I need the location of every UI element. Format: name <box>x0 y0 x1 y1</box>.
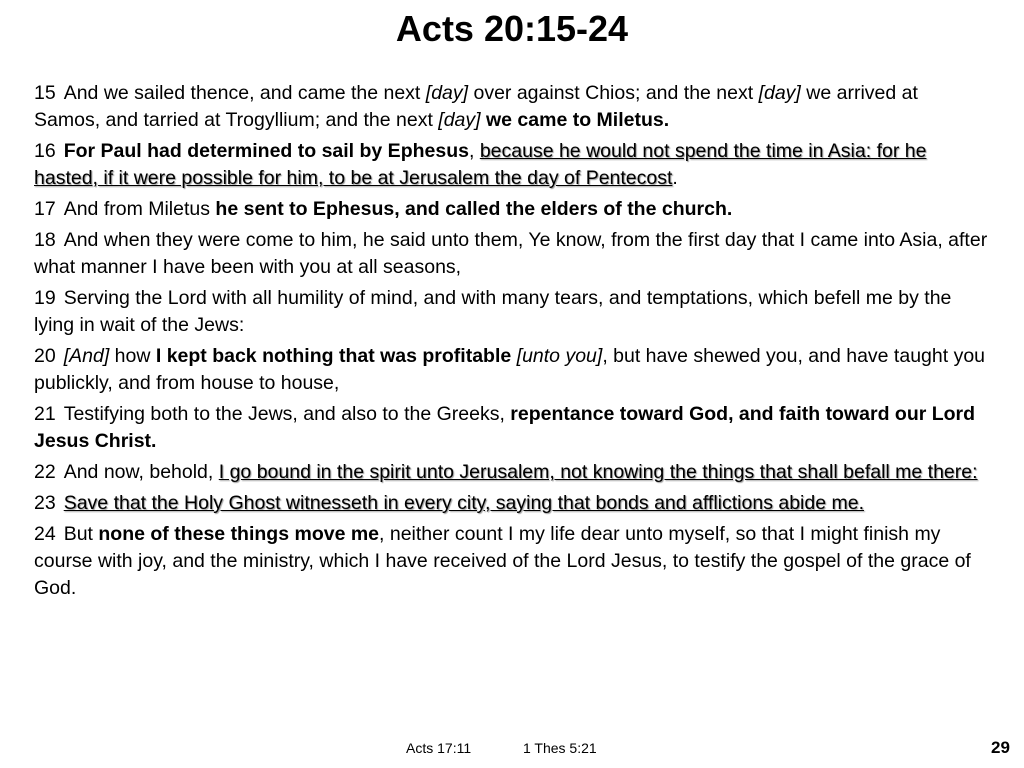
footer-reference-thes: 1 Thes 5:21 <box>523 740 597 756</box>
verse-number: 22 <box>34 461 56 483</box>
verse-text-normal: we arrived at Samos, and tarried at Trogyllium; and the next <box>34 82 918 131</box>
verse-16 <box>34 138 989 192</box>
verse-text-bold: repentance toward God, and faith toward our Lord Jesus Christ. <box>34 403 976 452</box>
verse-text-bold: he sent to Ephesus, and called the elders of the church. <box>215 198 733 220</box>
footer-reference-acts: Acts 17:11 <box>406 740 472 756</box>
verse-text-bold: we came to Miletus. <box>486 109 670 131</box>
verse-text-normal: And now, behold, <box>63 461 219 483</box>
verse-text-normal: , <box>468 140 480 162</box>
page-number: 29 <box>991 738 1010 757</box>
verse-number: 20 <box>34 345 56 367</box>
verse-number: 21 <box>34 403 56 425</box>
verse-text-italic: [day] <box>438 109 481 131</box>
verse-text-normal: over against Chios; and the next <box>468 82 759 104</box>
verse-text-italic: [day] <box>425 82 469 104</box>
verse-text-bold: For Paul had determined to sail by Ephesus <box>63 140 469 162</box>
verse-text-underline: I go bound in the spirit unto Jerusalem, not knowing the things that shall befall me there: <box>218 461 978 483</box>
verse-text-italic: [day] <box>758 82 801 104</box>
footer <box>0 738 1024 762</box>
verse-number: 16 <box>34 140 56 162</box>
verse-text-normal: , neither count I my life dear unto myself, so that I might finish my course with joy, and the ministry, which I have received of the Lord Jesus, to testify the gospel of the grace of God. <box>34 523 971 599</box>
verse-20 <box>34 343 989 397</box>
verse-22 <box>34 459 989 486</box>
verse-text-italic: [unto you] <box>516 345 603 367</box>
verse-text-bold: none of these things move me <box>98 523 380 545</box>
verse-text-normal: . <box>672 167 678 189</box>
verse-text-underline: Save that the Holy Ghost witnesseth in every city, saying that bonds and afflictions abide me. <box>63 492 865 514</box>
verse-21 <box>34 401 989 455</box>
verse-number: 15 <box>34 82 56 104</box>
verse-list <box>34 80 989 606</box>
verse-text-bold: I kept back nothing that was profitable <box>155 345 512 367</box>
verse-number: 23 <box>34 492 56 514</box>
verse-text-underline: because he would not spend the time in Asia: for he hasted, if it were possible for him, to be at Jerusalem the day of Pentecost <box>34 140 927 189</box>
verse-number: 18 <box>34 229 56 251</box>
verse-number: 19 <box>34 287 56 309</box>
verse-18 <box>34 227 989 281</box>
verse-text-normal: how <box>109 345 156 367</box>
verse-text-normal: And when they were come to him, he said unto them, Ye know, from the first day that I came into Asia, after what manner I have been with you at all seasons, <box>34 229 988 278</box>
verse-23 <box>34 490 989 517</box>
verse-text-normal: But <box>63 523 99 545</box>
verse-19 <box>34 285 989 339</box>
verse-24 <box>34 521 989 602</box>
slide-title: Acts 20:15-24 <box>395 8 629 49</box>
verse-text-normal: , but have shewed you, and have taught you publickly, and from house to house, <box>34 345 986 394</box>
verse-text-normal: And we sailed thence, and came the next <box>63 82 426 104</box>
verse-text-normal: Serving the Lord with all humility of mind, and with many tears, and temptations, which befell me by the lying in wait of the Jews: <box>34 287 952 336</box>
verse-text-normal: And from Miletus <box>63 198 216 220</box>
verse-text-normal: Testifying both to the Jews, and also to the Greeks, <box>63 403 511 425</box>
verse-15 <box>34 80 989 134</box>
verse-text-italic: [And] <box>63 345 110 367</box>
verse-number: 17 <box>34 198 56 220</box>
verse-17 <box>34 196 989 223</box>
verse-number: 24 <box>34 523 56 545</box>
